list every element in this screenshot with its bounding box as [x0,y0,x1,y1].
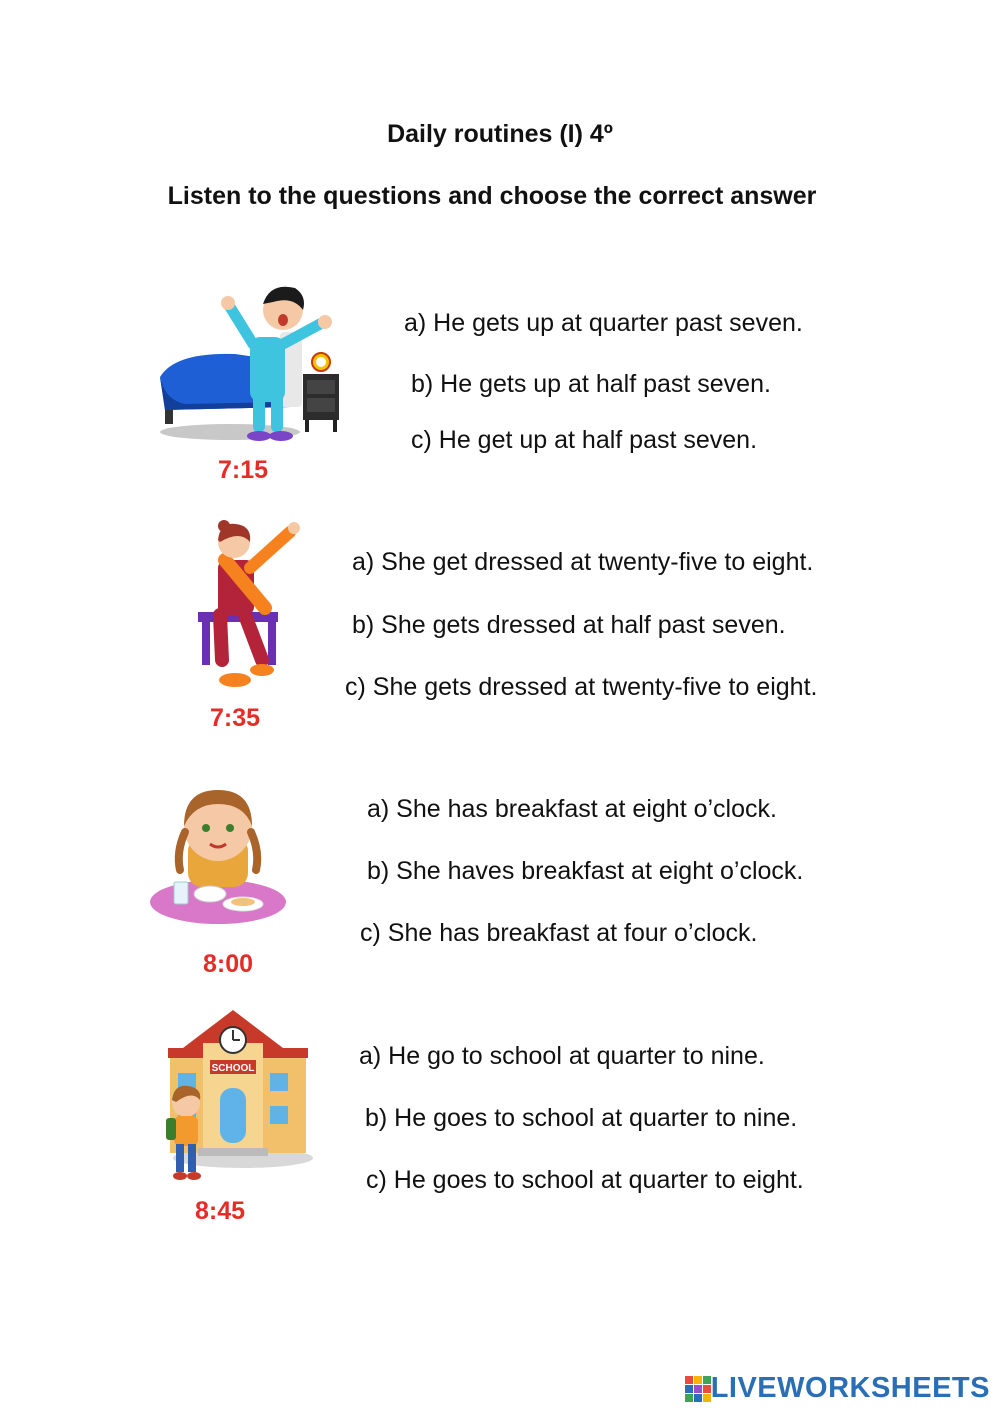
girl-getting-dressed-icon [190,520,305,692]
option-a[interactable]: a) He gets up at quarter past seven. [404,309,803,337]
time-label: 7:15 [218,456,269,484]
option-b[interactable]: b) She haves breakfast at eight o’clock. [367,857,804,885]
option-c[interactable]: c) She gets dressed at twenty-five to eight. [345,673,818,701]
option-c[interactable]: c) He goes to school at quarter to eight. [366,1166,804,1194]
time-label: 8:45 [195,1197,246,1225]
girl-eating-breakfast-icon [148,782,290,930]
option-a[interactable]: a) She has breakfast at eight o’clock. [367,795,777,823]
liveworksheets-logo-icon [685,1376,711,1402]
footer-brand [685,1372,990,1405]
option-a[interactable]: a) He go to school at quarter to nine. [359,1042,765,1070]
instruction: Listen to the questions and choose the correct answer [167,182,817,210]
boy-waking-up-icon [155,282,345,447]
option-c[interactable]: c) She has breakfast at four o’clock. [360,919,758,947]
option-b[interactable]: b) He goes to school at quarter to nine. [365,1104,798,1132]
option-b[interactable]: b) He gets up at half past seven. [411,370,771,398]
boy-going-to-school-icon [158,1008,313,1188]
option-b[interactable]: b) She gets dressed at half past seven. [352,611,786,639]
option-c[interactable]: c) He get up at half past seven. [411,426,758,454]
page-title: Daily routines (I) 4º [387,120,613,148]
option-a[interactable]: a) She get dressed at twenty-five to eight. [352,548,814,576]
time-label: 8:00 [203,950,254,978]
brand-name: LIVEWORKSHEETS [710,1372,990,1404]
school-sign: SCHOOL [211,1063,255,1074]
time-label: 7:35 [210,704,261,732]
